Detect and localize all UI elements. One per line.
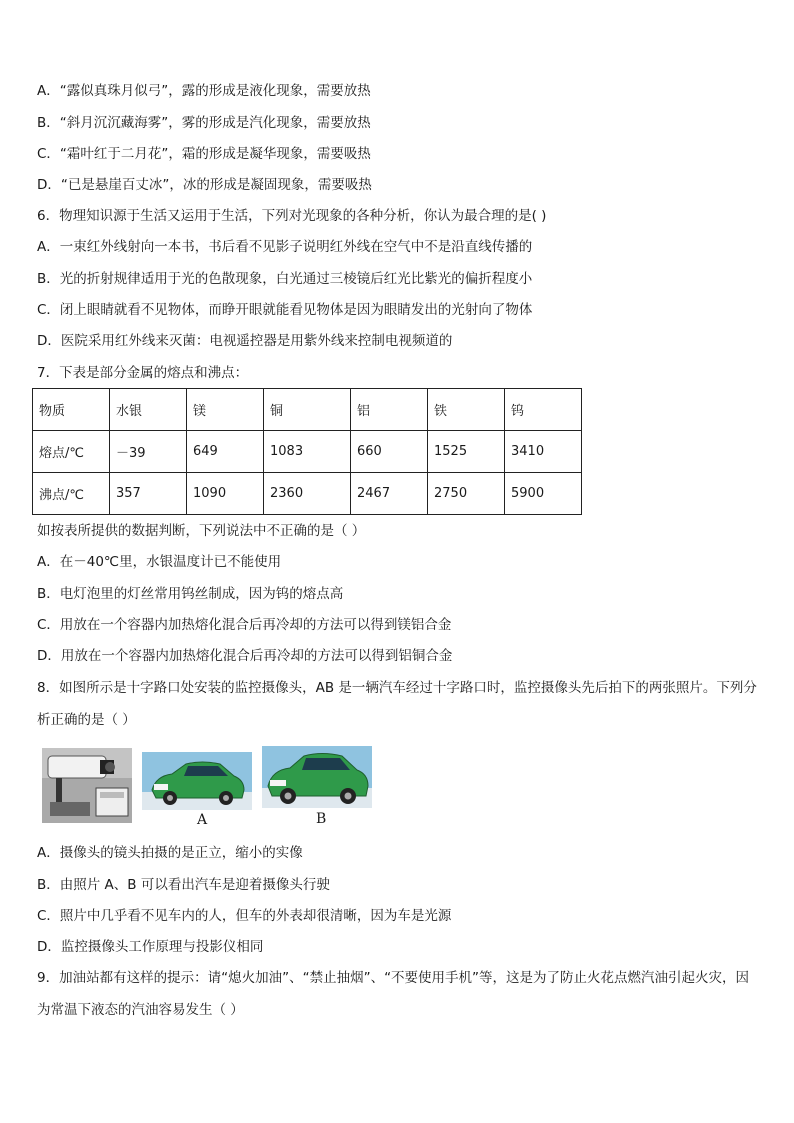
table-cell: 钨 <box>505 389 582 431</box>
table-cell: 1525 <box>428 431 505 473</box>
q7-option-a: A．在－40℃里，水银温度计已不能使用 <box>37 554 282 570</box>
q5-option-a: A．“露似真珠月似弓”，露的形成是液化现象，需要放热 <box>37 83 371 99</box>
q6-option-d: D．医院采用红外线来灭菌：电视遥控器是用紫外线来控制电视频道的 <box>37 333 453 349</box>
q8-option-b: B．由照片 A、B 可以看出汽车是迎着摄像头行驶 <box>37 877 330 893</box>
melting-boiling-table <box>32 388 582 515</box>
q7-question: 如按表所提供的数据判断，下列说法中不正确的是（ ） <box>37 523 366 539</box>
table-cell: 1083 <box>264 431 351 473</box>
q7-option-d: D．用放在一个容器内加热熔化混合后再冷却的方法可以得到铝铜合金 <box>37 648 453 664</box>
q6-option-c: C．闭上眼睛就看不见物体，而睁开眼就能看见物体是因为眼睛发出的光射向了物体 <box>37 302 533 318</box>
table-cell: －39 <box>110 431 187 473</box>
q7-stem: 7．下表是部分金属的熔点和沸点： <box>37 365 249 381</box>
table-cell: 660 <box>351 431 428 473</box>
table-cell: 3410 <box>505 431 582 473</box>
figure-label-b: B <box>316 811 327 827</box>
q8-option-d: D．监控摄像头工作原理与投影仪相同 <box>37 939 264 955</box>
table-row <box>33 473 582 515</box>
table-cell: 5900 <box>505 473 582 515</box>
table-cell: 铁 <box>428 389 505 431</box>
q8-option-c: C．照片中几乎看不见车内的人，但车的外表却很清晰，因为车是光源 <box>37 908 452 924</box>
q6-option-a: A．一束红外线射向一本书，书后看不见影子说明红外线在空气中不是沿直线传播的 <box>37 239 533 255</box>
q6-option-b: B．光的折射规律适用于光的色散现象，白光通过三棱镜后红光比紫光的偏折程度小 <box>37 271 533 287</box>
q7-option-b: B．电灯泡里的灯丝常用钨丝制成，因为钨的熔点高 <box>37 586 344 602</box>
q6-stem: 6．物理知识源于生活又运用于生活，下列对光现象的各种分析，你认为最合理的是( ) <box>37 208 547 224</box>
q8-stem: 8．如图所示是十字路口处安装的监控摄像头，AB 是一辆汽车经过十字路口时，监控摄像头先后拍下的两张照片。下列分析正确的是（ ） <box>37 680 757 728</box>
q5-option-b: B．“斜月沉沉藏海雾”，雾的形成是汽化现象，需要放热 <box>37 115 371 131</box>
q5-option-d: D．“已是悬崖百丈冰”，冰的形成是凝固现象，需要吸热 <box>37 177 372 193</box>
table-cell: 熔点/℃ <box>33 431 110 473</box>
table-cell: 沸点/℃ <box>33 473 110 515</box>
table-cell: 357 <box>110 473 187 515</box>
table-cell: 铝 <box>351 389 428 431</box>
car-photo-b <box>262 746 372 808</box>
q7-option-c: C．用放在一个容器内加热熔化混合后再冷却的方法可以得到镁铝合金 <box>37 617 452 633</box>
table-row <box>33 389 582 431</box>
table-cell: 水银 <box>110 389 187 431</box>
table-cell: 2467 <box>351 473 428 515</box>
surveillance-camera-image <box>42 748 132 823</box>
car-photo-a <box>142 752 252 810</box>
table-cell: 镁 <box>187 389 264 431</box>
table-cell: 649 <box>187 431 264 473</box>
table-cell: 铜 <box>264 389 351 431</box>
q9-stem: 9．加油站都有这样的提示：请“熄火加油”、“禁止抽烟”、“不要使用手机”等，这是为了防止火花点燃汽油引起火灾，因为常温下液态的汽油容易发生（ ） <box>37 970 750 1018</box>
table-cell: 2750 <box>428 473 505 515</box>
table-cell: 物质 <box>33 389 110 431</box>
table-cell: 2360 <box>264 473 351 515</box>
figure-label-a: A <box>197 812 208 828</box>
q8-option-a: A．摄像头的镜头拍摄的是正立，缩小的实像 <box>37 845 303 861</box>
table-row <box>33 431 582 473</box>
table-cell: 1090 <box>187 473 264 515</box>
q5-option-c: C．“霜叶红于二月花”，霜的形成是凝华现象，需要吸热 <box>37 146 371 162</box>
